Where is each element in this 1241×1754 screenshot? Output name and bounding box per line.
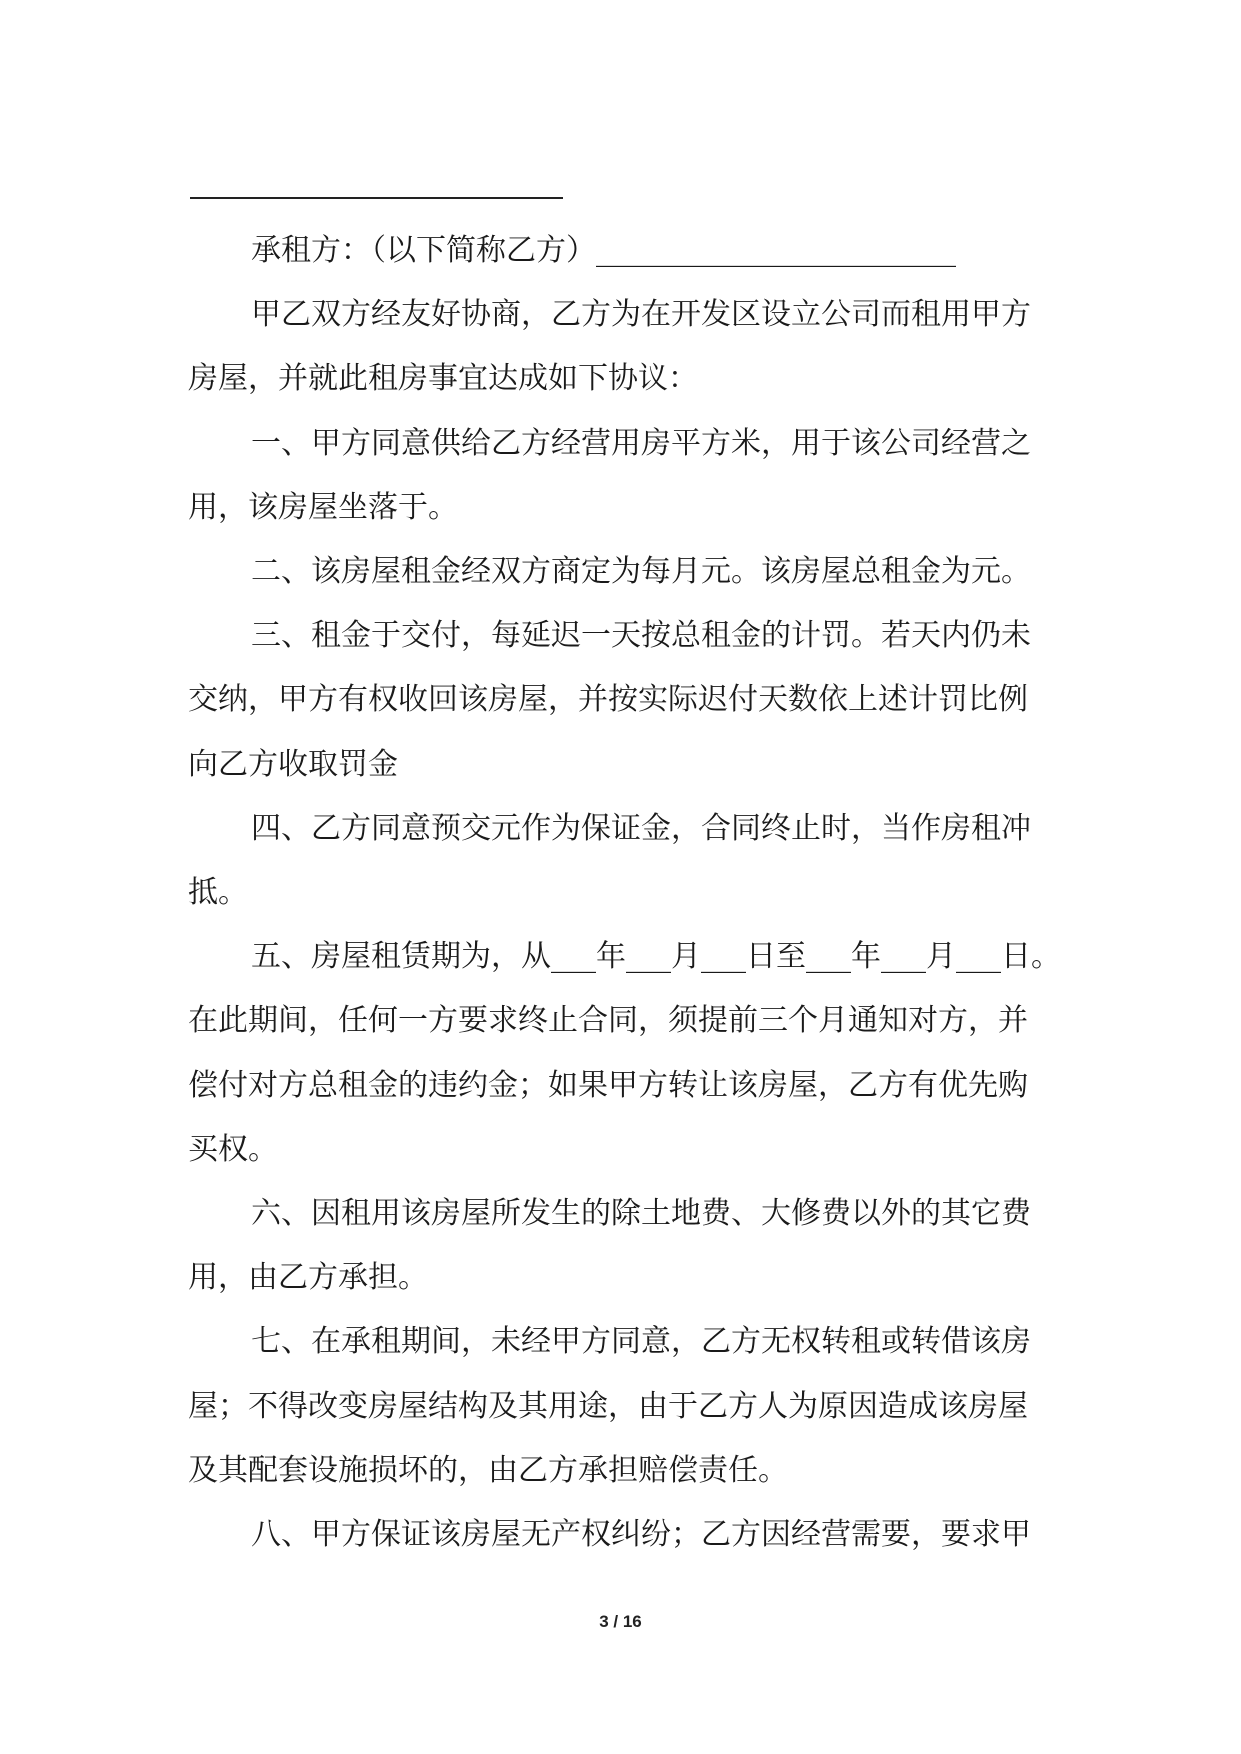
clause-6-line: 六、因租用该房屋所发生的除土地费、大修费以外的其它费 xyxy=(251,1196,1031,1232)
paragraph-line: 用，该房屋坐落于。 xyxy=(188,489,458,525)
clause-1-line: 一、甲方同意供给乙方经营用房平方米，用于该公司经营之 xyxy=(251,425,1031,461)
clause-4-line: 四、乙方同意预交元作为保证金，合同终止时，当作房租冲 xyxy=(251,810,1031,846)
paragraph-line: 抵。 xyxy=(188,875,248,911)
contract-body xyxy=(188,219,1060,1567)
paragraph-line: 向乙方收取罚金 xyxy=(188,746,398,782)
paragraph-line: 屋；不得改变房屋结构及其用途，由于乙方人为原因造成该房屋 xyxy=(188,1388,1028,1424)
paragraph-line: 交纳，甲方有权收回该房屋，并按实际迟付天数依上述计罚比例 xyxy=(188,682,1028,718)
paragraph-line: 在此期间，任何一方要求终止合同，须提前三个月通知对方，并 xyxy=(188,1003,1028,1039)
clause-3-line: 三、租金于交付，每延迟一天按总租金的计罚。若天内仍未 xyxy=(251,618,1031,654)
clause-7-line: 七、在承租期间，未经甲方同意，乙方无权转租或转借该房 xyxy=(251,1324,1031,1360)
clause-5-line: 五、房屋租赁期为，从___年___月___日至___年___月___日。 xyxy=(251,939,1061,975)
paragraph-line: 及其配套设施损坏的，由乙方承担赔偿责任。 xyxy=(188,1452,788,1488)
paragraph-line: 偿付对方总租金的违约金；如果甲方转让该房屋，乙方有优先购 xyxy=(188,1067,1028,1103)
paragraph-line: 买权。 xyxy=(188,1131,278,1167)
blank-line-rule xyxy=(190,197,563,199)
paragraph-line: 房屋，并就此租房事宜达成如下协议： xyxy=(188,361,698,397)
tenant-line: 承租方：（以下简称乙方）________________________ xyxy=(251,233,956,268)
paragraph-line: 甲乙双方经友好协商，乙方为在开发区设立公司而租用甲方 xyxy=(251,297,1031,333)
paragraph-line: 用，由乙方承担。 xyxy=(188,1260,428,1296)
clause-8-line: 八、甲方保证该房屋无产权纠纷；乙方因经营需要，要求甲 xyxy=(251,1517,1031,1553)
page-number: 3 / 16 xyxy=(599,1612,642,1631)
clause-2-line: 二、该房屋租金经双方商定为每月元。该房屋总租金为元。 xyxy=(251,554,1031,590)
